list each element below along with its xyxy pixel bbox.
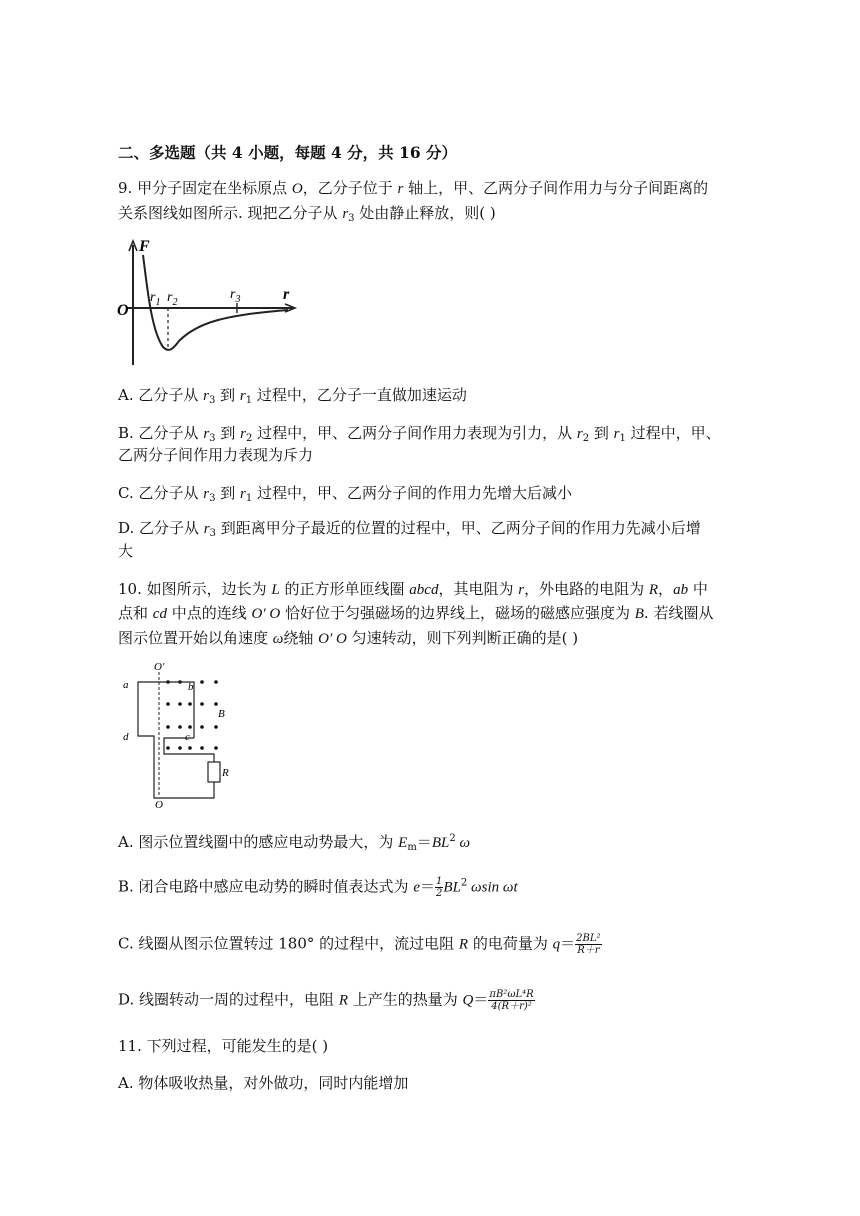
q9-y-label: F (139, 238, 150, 255)
q10-option-d: D. 线圈转动一周的过程中，电阻 R 上产生的热量为 Q＝ $\frac{\text{πB²ωL⁴R}}{\text{4(R＋r)²}}$ (118, 989, 534, 1012)
q10-label-o-bottom: O (155, 799, 163, 811)
q10-coil-circuit-diagram (118, 660, 238, 812)
q10-d-fraction: $\frac{\text{πB²ωL⁴R}}{\text{4(R＋r)²}}$ (489, 989, 534, 1012)
q10-b-fraction: $\frac{1}{2}$ (436, 876, 443, 899)
section-title: 二、多选题（共 4 小题，每题 4 分，共 16 分） (118, 143, 458, 162)
q10-label-b: b (188, 681, 194, 693)
q10-stem-line3: 图示位置开始以角速度 ω绕轴 O′ O 匀速转动，则下列判断正确的是( ) (118, 629, 579, 647)
q10-label-c: c (185, 731, 190, 743)
q10-label-r: R (222, 767, 229, 779)
q9-x-label: r (283, 286, 290, 303)
q10-option-b: B. 闭合电路中感应电动势的瞬时值表达式为 e＝ $\frac{1}{2}$ $BL^2$ ωsin ωt (118, 876, 518, 899)
q9-option-b-line1: B. 乙分子从 $r_3$ 到 $r_2$ 过程中，甲、乙两分子间作用力表现为引力，从 $r_2$ 到 $r_1$ 过程中，甲、 (118, 424, 721, 444)
q9-force-distance-graph (113, 235, 313, 370)
q10-label-a: a (123, 679, 129, 691)
q9-option-a: A. 乙分子从 $r_3$ 到 $r_1$ 过程中，乙分子一直做加速运动 (118, 386, 467, 406)
q9-stem-line1: 9. 甲分子固定在坐标原点 O，乙分子位于 r 轴上，甲、乙两分子间作用力与分子间距离的 (118, 179, 709, 197)
q9-stem-line2: 关系图线如图所示. 现把乙分子从 $r_3$ 处由静止释放，则( ) (118, 204, 496, 224)
q10-label-b-field: B (218, 708, 225, 720)
q9-option-d-line2: 大 (118, 542, 134, 560)
q10-label-o-top: O′ (154, 661, 165, 673)
q11-stem: 11. 下列过程，可能发生的是( ) (118, 1037, 329, 1055)
q9-origin-label: O (117, 302, 129, 319)
q9-r1-label: $r_1$ (150, 290, 161, 308)
q10-stem-line2: 点和 cd 中点的连线 O′ O 恰好位于匀强磁场的边界线上，磁场的磁感应强度为 B. 若线圈从 (118, 604, 714, 622)
q9-option-c: C. 乙分子从 $r_3$ 到 $r_1$ 过程中，甲、乙两分子间的作用力先增大后减小 (118, 484, 573, 504)
q10-c-fraction: $\frac{\text{2BL²}}{R+r}$ (576, 933, 601, 956)
q9-option-d-line1: D. 乙分子从 $r_3$ 到距离甲分子最近的位置的过程中，甲、乙两分子间的作用力先减小后增 (118, 519, 701, 539)
q9-r3-label: $r_3$ (230, 287, 241, 305)
q10-stem-line1: 10. 如图所示，边长为 L 的正方形单匝线圈 abcd，其电阻为 r，外电路的电阻为 R，ab 中 (118, 580, 708, 598)
q9-option-b-line2: 乙两分子间作用力表现为斥力 (118, 446, 314, 464)
q11-option-a: A. 物体吸收热量，对外做功，同时内能增加 (118, 1074, 409, 1092)
q10-resistor-r (208, 762, 220, 782)
q10-label-d: d (123, 731, 129, 743)
q10-coil-wire (138, 682, 214, 798)
q9-r2-label: $r_2$ (167, 290, 178, 308)
q10-option-a: A. 图示位置线圈中的感应电动势最大，为 $E_m=BL^2$ ω (118, 833, 471, 853)
q10-option-c: C. 线圈从图示位置转过 180° 的过程中，流过电阻 R 的电荷量为 q＝ $\frac{\text{2BL²}}{R+r}$ (118, 933, 601, 956)
